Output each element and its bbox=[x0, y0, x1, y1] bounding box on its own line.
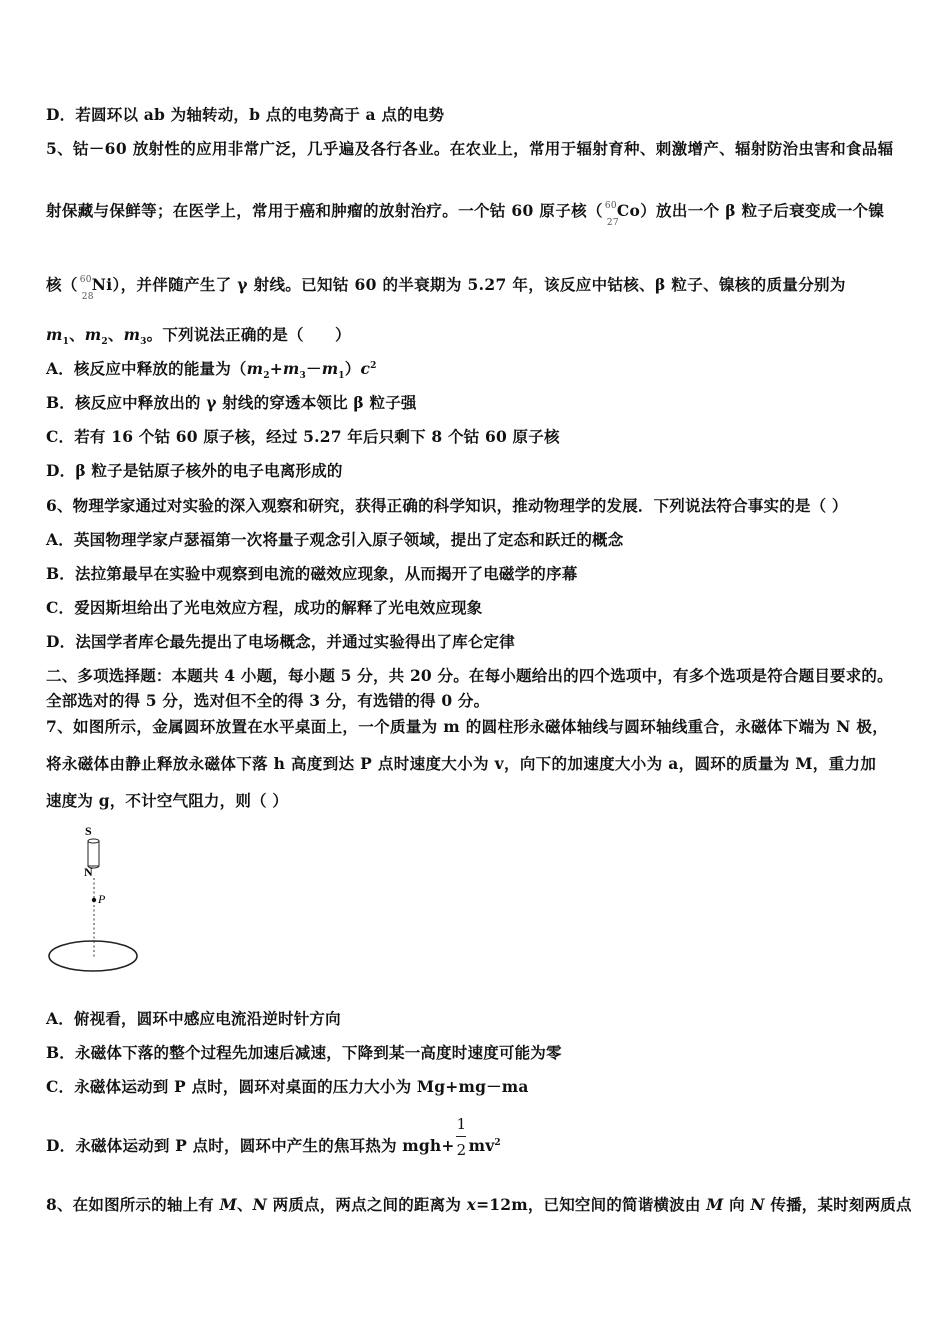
ni-atomic-number: 28 bbox=[81, 292, 94, 302]
q8-b: 两质点，两点之间的距离为 bbox=[267, 1195, 467, 1214]
q5-stem-line3-b: ），并伴随产生了 γ 射线。已知钴 60 的半衰期为 5.27 年，该反应中钴核、β 粒子、镍核的质量分别为 bbox=[112, 275, 846, 294]
q8-sep: 、 bbox=[236, 1195, 253, 1214]
q7-option-d bbox=[46, 1115, 501, 1159]
section2-line1: 二、多项选择题：本题共 4 小题，每小题 5 分，共 20 分。在每小题给出的四个选项中，有多个选项是符合题目要求的。 bbox=[46, 666, 893, 685]
mass-m2-sub: 2 bbox=[101, 337, 108, 348]
q8-a: 8、在如图所示的轴上有 bbox=[46, 1195, 220, 1214]
sep-1: 、 bbox=[69, 325, 85, 344]
mass-m2: m bbox=[84, 325, 102, 344]
fraction-denominator: 2 bbox=[456, 1141, 467, 1159]
opt-a-m1: m bbox=[321, 359, 339, 378]
mass-m1: m bbox=[46, 325, 63, 344]
q5-stem-line4 bbox=[46, 323, 351, 347]
opt-a-m1-sub: 1 bbox=[338, 371, 345, 382]
label-n: N bbox=[84, 865, 93, 879]
sep-2: 、 bbox=[107, 325, 124, 344]
q8-c: =12m，已知空间的简谐横波由 bbox=[476, 1195, 707, 1214]
opt-a-m2: m bbox=[246, 359, 264, 378]
magnet-cylinder-icon bbox=[88, 839, 99, 868]
q6-stem: 6、物理学家通过对实验的深入观察和研究，获得正确的科学知识，推动物理学的发展．下列说法符合事实的是（ ） bbox=[46, 496, 848, 515]
co-symbol: Co bbox=[616, 201, 641, 220]
q5-stem-line4-tail: 。下列说法正确的是（ ） bbox=[146, 325, 351, 344]
q5-stem-line2-b: ）放出一个 β 粒子后衰变成一个镍 bbox=[640, 201, 885, 220]
q7-stem-line1: 7、如图所示，金属圆环放置在水平桌面上，一个质量为 m 的圆柱形永磁体轴线与圆环轴线重合，永磁体下端为 N 极， bbox=[46, 717, 889, 736]
q6-option-d: D．法国学者库仑最先提出了电场概念，并通过实验得出了库仑定律 bbox=[46, 632, 515, 651]
opt-a-m3: m bbox=[282, 359, 300, 378]
q7-option-d-pre: D．永磁体运动到 P 点时，圆环中产生的焦耳热为 mgh+ bbox=[46, 1136, 455, 1155]
co-mass-number: 60 bbox=[604, 201, 617, 211]
q5-option-a bbox=[46, 357, 377, 381]
q5-stem-line3 bbox=[46, 273, 846, 302]
q8-d: 向 bbox=[723, 1195, 751, 1214]
ni-symbol: Ni bbox=[91, 275, 113, 294]
opt-a-plus: + bbox=[269, 359, 283, 378]
fraction-numerator: 1 bbox=[456, 1115, 467, 1133]
opt-a-c-sup: 2 bbox=[370, 360, 377, 371]
q8-stem-line1 bbox=[46, 1193, 912, 1215]
ni-mass-number: 60 bbox=[79, 275, 92, 285]
opt-a-c: c bbox=[360, 359, 371, 378]
q6-option-a: A．英国物理学家卢瑟福第一次将量子观念引入原子领域，提出了定态和跃迁的概念 bbox=[46, 530, 624, 549]
q7-option-a: A．俯视看，圆环中感应电流沿逆时针方向 bbox=[46, 1009, 341, 1028]
q7-figure bbox=[44, 822, 154, 982]
label-s: S bbox=[85, 824, 92, 838]
q5-option-d: D．β 粒子是钴原子核外的电子电离形成的 bbox=[46, 461, 343, 480]
q8-n2: N bbox=[750, 1195, 765, 1214]
q5-option-b: B．核反应中释放出的 γ 射线的穿透本领比 β 粒子强 bbox=[46, 393, 417, 412]
q8-m2: M bbox=[706, 1195, 724, 1214]
point-p bbox=[92, 898, 96, 902]
q5-option-c: C．若有 16 个钴 60 原子核，经过 5.27 年后只剩下 8 个钴 60 原子核 bbox=[46, 427, 560, 446]
opt-a-minus: － bbox=[305, 359, 322, 378]
q6-option-b: B．法拉第最早在实验中观察到电流的磁效应现象，从而揭开了电磁学的序幕 bbox=[46, 564, 578, 583]
fraction-bar bbox=[456, 1136, 466, 1137]
q5-stem-line2-a: 射保藏与保鲜等；在医学上，常用于癌和肿瘤的放射治疗。一个钴 60 原子核（ bbox=[46, 201, 603, 220]
section2-line2: 全部选对的得 5 分，选对但不全的得 3 分，有选错的得 0 分。 bbox=[46, 691, 490, 710]
metal-ring bbox=[49, 941, 137, 971]
q7-stem-line3: 速度为 g，不计空气阻力，则（ ） bbox=[46, 791, 289, 810]
q8-m: M bbox=[219, 1195, 237, 1214]
q8-n: N bbox=[252, 1195, 268, 1214]
label-p: P bbox=[98, 892, 106, 906]
q5-option-a-pre: A．核反应中释放的能量为（ bbox=[46, 359, 247, 378]
q7-option-b: B．永磁体下落的整个过程先加速后减速，下降到某一高度时速度可能为零 bbox=[46, 1043, 562, 1062]
q7-option-c: C．永磁体运动到 P 点时，圆环对桌面的压力大小为 Mg+mg－ma bbox=[46, 1077, 529, 1096]
mass-m1-sub: 1 bbox=[62, 337, 70, 348]
q8-e: 传播，某时刻两质点 bbox=[764, 1195, 912, 1214]
co-atomic-number: 27 bbox=[606, 218, 619, 228]
opt-a-close: ） bbox=[344, 359, 361, 378]
q7-stem-line2: 将永磁体由静止释放永磁体下落 h 高度到达 P 点时速度大小为 v，向下的加速度大小为 a，圆环的质量为 M，重力加 bbox=[46, 754, 877, 773]
q7-option-d-sup: 2 bbox=[494, 1137, 501, 1148]
q8-x: x bbox=[466, 1195, 477, 1214]
q4-option-d: D．若圆环以 ab 为轴转动，b 点的电势高于 a 点的电势 bbox=[46, 105, 445, 124]
mass-m3: m bbox=[123, 325, 141, 344]
fraction-half bbox=[455, 1115, 469, 1159]
q6-option-c: C．爱因斯坦给出了光电效应方程，成功的解释了光电效应现象 bbox=[46, 598, 483, 617]
q5-stem-line1: 5、钴－60 放射性的应用非常广泛，几乎遍及各行各业。在农业上，常用于辐射育种、刺激增产、辐射防治虫害和食品辐 bbox=[46, 139, 894, 158]
q5-stem-line3-a: 核（ bbox=[46, 275, 78, 294]
opt-a-m2-sub: 2 bbox=[263, 371, 270, 382]
mass-m3-sub: 3 bbox=[140, 337, 147, 348]
opt-a-m3-sub: 3 bbox=[299, 371, 306, 382]
q7-option-d-post: mv bbox=[468, 1136, 495, 1155]
q5-stem-line2 bbox=[46, 199, 885, 228]
